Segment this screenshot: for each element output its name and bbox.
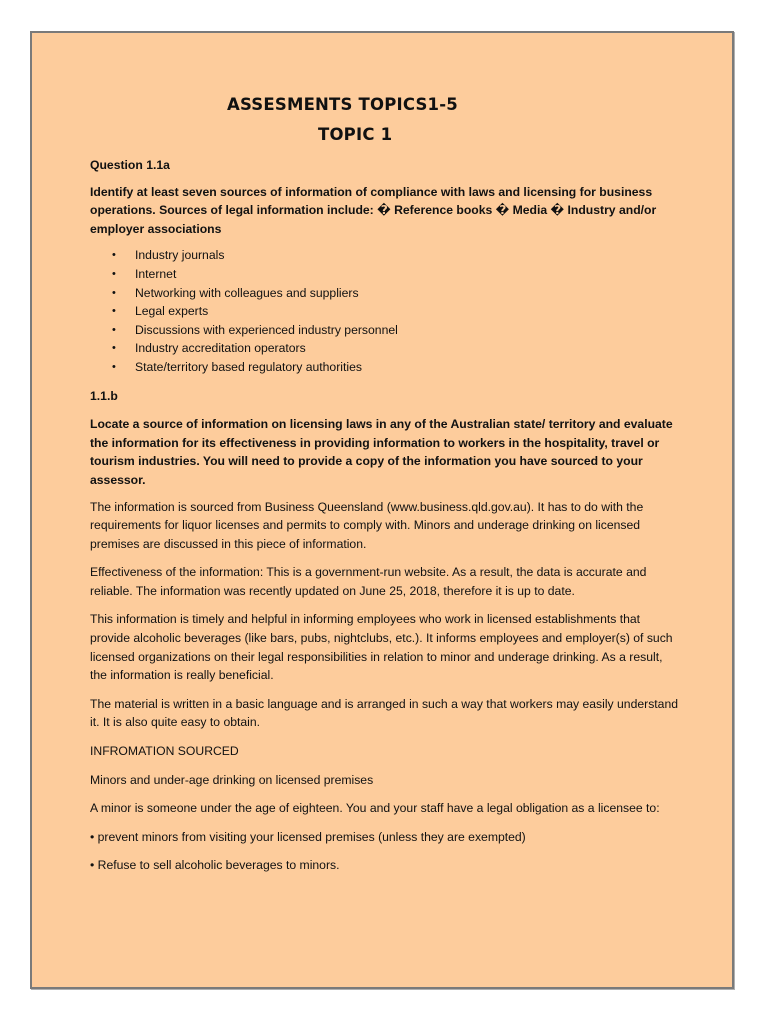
obligation-item: • prevent minors from visiting your licensed premises (unless they are exempted)	[90, 829, 526, 844]
question-1-label: Question 1.1a	[90, 158, 170, 172]
question-2-text: Locate a source of information on licensing laws in any of the Australian state/ territory and evaluate the information for its effectiveness in providing information to workers in the hospitality, travel or tourism industries. You will need to provide a copy of the information you have sourced to your assessor.	[90, 417, 673, 487]
list-item: • Industry accreditation operators	[90, 339, 682, 358]
answer-paragraph-timeliness: This information is timely and helpful in informing employees who work in licensed establishments that provide alcoholic beverages (like bars, pubs, nightclubs, etc.). It informs employees and employer(s) of such licensed organizations on their legal responsibilities in relation to minor and underage drinking. As a result, the information is really beneficial.	[90, 612, 673, 683]
list-item: • Networking with colleagues and suppliers	[90, 284, 682, 303]
bullet-icon: •	[112, 286, 116, 299]
answer-paragraph-source: The information is sourced from Business Queensland (www.business.qld.gov.au). It has to do with the requirements for liquor licenses and permits to comply with. Minors and underage drinking on licensed premises are discussed in this piece of information.	[90, 499, 644, 551]
list-item: • Discussions with experienced industry personnel	[90, 321, 682, 340]
question-1-text: Identify at least seven sources of information of compliance with laws and licensing for business operations. Sources of legal information include: � Reference books � Media � Industry and/or employer associations	[90, 184, 657, 236]
bullet-icon: •	[112, 323, 116, 336]
document-content	[90, 93, 682, 875]
bullet-icon: •	[112, 249, 116, 262]
sourced-subheading: Minors and under-age drinking on licensed premises	[90, 772, 374, 787]
list-item: • State/territory based regulatory authorities	[90, 358, 682, 377]
list-item: • Internet	[90, 265, 682, 284]
minor-definition: A minor is someone under the age of eighteen. You and your staff have a legal obligation as a licensee to:	[90, 801, 660, 816]
question-2-label: 1.1.b	[90, 388, 118, 403]
bullet-icon: •	[112, 360, 116, 373]
bullet-icon: •	[112, 305, 116, 318]
list-item: • Legal experts	[90, 302, 682, 321]
topic-heading: TOPIC 1	[318, 125, 393, 144]
sourced-heading: INFROMATION SOURCED	[90, 744, 239, 759]
document-page	[30, 31, 734, 989]
list-item: • Industry journals	[90, 246, 682, 265]
obligation-item: • Refuse to sell alcoholic beverages to minors.	[90, 858, 340, 873]
document-title: ASSESMENTS TOPICS1-5	[227, 95, 458, 114]
sources-list	[90, 246, 682, 376]
bullet-icon: •	[112, 342, 116, 355]
bullet-icon: •	[112, 267, 116, 280]
answer-paragraph-language: The material is written in a basic language and is arranged in such a way that workers may easily understand it. It is also quite easy to obtain.	[90, 696, 679, 730]
answer-paragraph-effectiveness: Effectiveness of the information: This is a government-run website. As a result, the data is accurate and reliable. The information was recently updated on June 25, 2018, therefore it is up to date.	[90, 565, 647, 598]
